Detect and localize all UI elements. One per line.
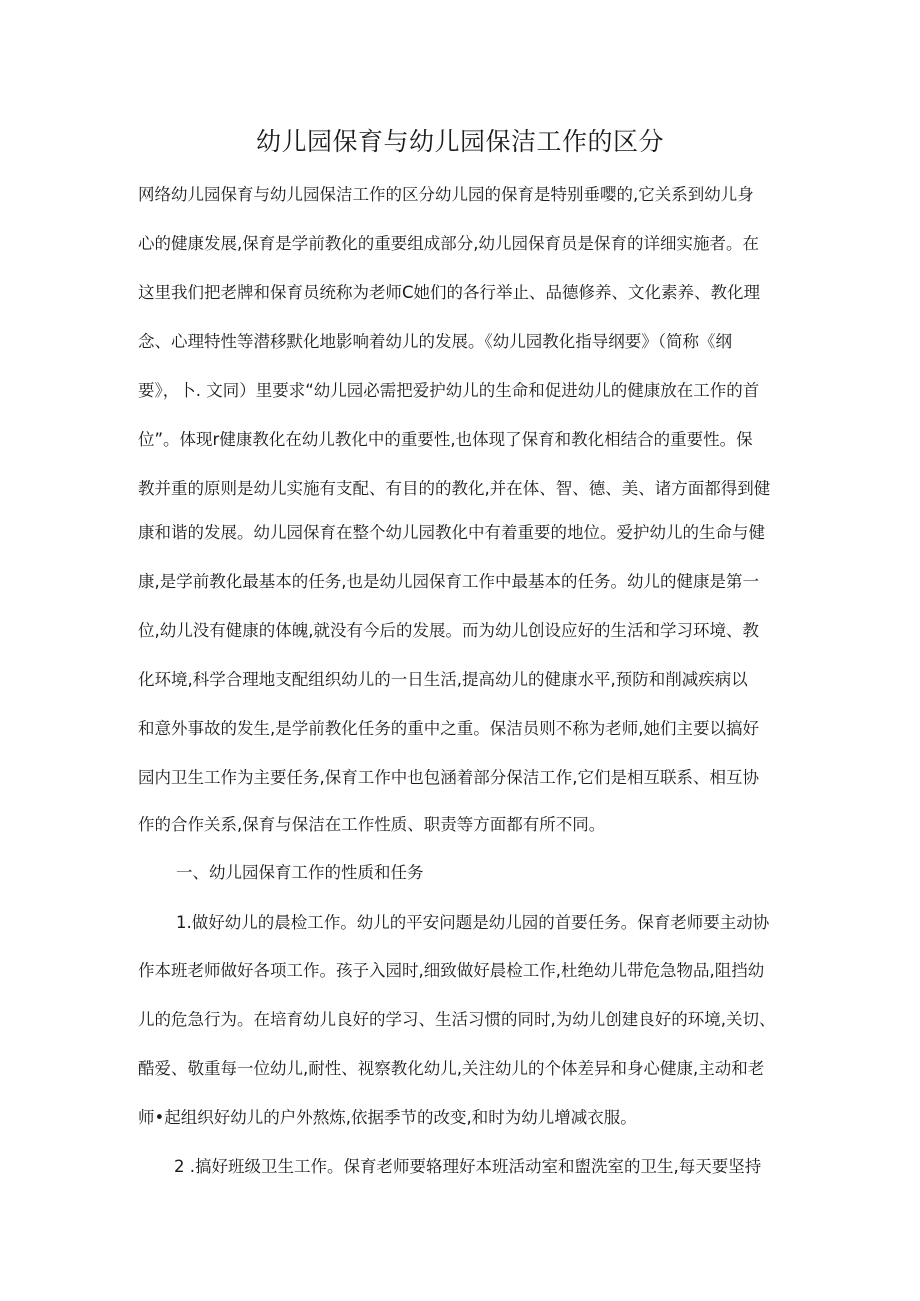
- paragraph-line: 这里我们把老牌和保育员统称为老师C她们的各行举止、品德修养、文化素养、教化理: [138, 283, 761, 302]
- paragraph-line: 康,是学前教化最基本的任务,也是幼儿园保育工作中最基本的任务。幼儿的健康是第一: [138, 572, 759, 591]
- paragraph-line: 康和谐的发展。幼儿园保育在整个幼儿园教化中有着重要的地位。爱护幼儿的生命与健: [138, 523, 765, 542]
- paragraph-line: 1.做好幼儿的晨检工作。幼儿的平安问题是幼儿园的首要任务。保育老师要主动协: [176, 913, 770, 932]
- paragraph-line: 要》，卜. 文同）里要求“幼儿园必需把爱护幼儿的生命和促进幼儿的健康放在工作的首: [138, 381, 760, 400]
- document-title: 幼儿园保育与幼儿园保洁工作的区分: [255, 127, 664, 156]
- paragraph-line: 酷爱、敬重每一位幼儿,耐性、视察教化幼儿,关注幼儿的个体差异和身心健康,主动和老: [138, 1059, 765, 1078]
- paragraph-line: 念、心理特性等潜移默化地影响着幼儿的发展。《幼儿园教化指导纲要》（简称《纲: [138, 332, 732, 351]
- section-heading: 一、幼儿园保育工作的性质和任务: [176, 863, 424, 882]
- paragraph-line: 位,幼儿没有健康的体魄,就没有今后的发展。而为幼儿创设应好的生活和学习环境、教: [138, 621, 759, 640]
- paragraph-line: 教并重的原则是幼儿实施有支配、有目的的教化,并在体、智、德、美、诸方面都得到健: [138, 479, 771, 498]
- paragraph-line: 师•起组织好幼儿的户外熬炼,依据季节的改变,和时为幼儿增减衣服。: [138, 1108, 637, 1127]
- paragraph-line: 心的健康发展,保育是学前教化的重要组成部分,幼儿园保育员是保育的详细实施者。在: [138, 234, 759, 253]
- paragraph-line: 作的合作关系,保育与保洁在工作性质、职责等方面都有所不同。: [138, 815, 606, 834]
- paragraph-line: 2 .搞好班级卫生工作。保育老师要辂理好本班活动室和盥洗室的卫生,每天要坚持: [174, 1157, 762, 1176]
- paragraph-line: 位”。体现r健康教化在幼儿教化中的重要性,也体现了保育和教化相结合的重要性。保: [138, 430, 753, 449]
- paragraph-line: 化环境,科学合理地支配组织幼儿的一日生活,提高幼儿的健康水平,预防和削减疾病以: [138, 670, 748, 689]
- paragraph-line: 儿的危急行为。在培育幼儿良好的学习、生活习惯的同时,为幼儿创建良好的环境,关切、: [138, 1010, 776, 1029]
- paragraph-line: 园内卫生工作为主要任务,保育工作中也包涵着部分保洁工作,它们是相互联系、相互协: [138, 768, 759, 787]
- paragraph-line: 网络幼儿园保育与幼儿园保洁工作的区分幼儿园的保育是特别垂嘤的,它关系到幼儿身: [138, 185, 754, 204]
- paragraph-line: 作本班老师做好各项工作。孩子入园时,细致做好晨检工作,杜绝幼儿带危急物品,阻挡幼: [138, 961, 765, 980]
- paragraph-line: 和意外事故的发生,是学前教化任务的重中之重。保洁员则不称为老师,她们主要以搞好: [138, 719, 759, 738]
